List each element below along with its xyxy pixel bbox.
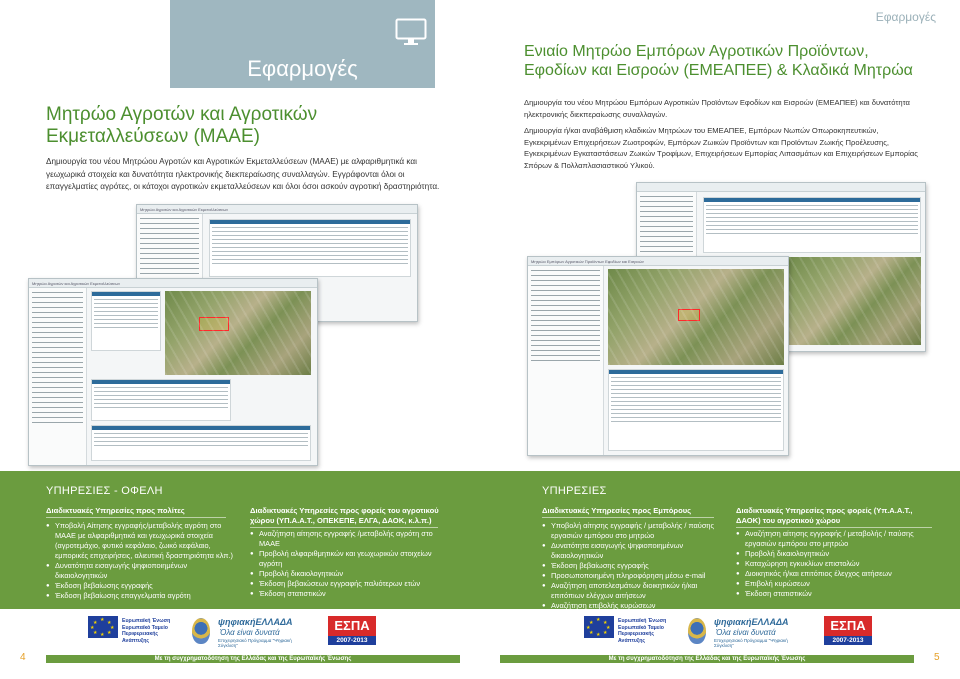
hellenic-emblem-icon [688,618,706,644]
services-band [0,471,960,609]
merchants-services-subheading: Διαδικτυακές Υπηρεσίες προς Εμπόρους [542,506,692,515]
psifiaki-slogan: Όλα είναι δυνατά [716,628,776,637]
section-title: Εφαρμογές [247,56,358,81]
list-item: ● Δυνατότητα εισαγωγής ψηφιοποιημένων δικαιολογητικών [46,561,234,581]
divider [736,527,932,528]
logos-right [584,616,884,652]
list-item: ● Διοικητικός ή/και επιτόπιος έλεγχος αιτήσεων [736,569,932,579]
eu-fund-text: Ευρωπαϊκή Ένωση Ευρωπαϊκό Ταμείο Περιφερειακής Ανάπτυξης [122,618,171,644]
list-item: ● Επιβολή κυρώσεων [736,579,932,589]
screenshot-title-bar: Μητρώο Εμπόρων Αγροτικών Προϊόντων Εφοδίων και Εισροών [528,257,788,266]
list-item: ● Αναζήτηση επιβολής κυρώσεων [542,601,722,611]
maae-title: Μητρώο Αγροτών και Αγροτικών Εκμεταλλεύσεων (ΜΑΑΕ) [46,104,318,147]
list-item: ● Έκδοση βεβαίωσης εγγραφής [46,581,234,591]
agency-services-subheading: Διαδικτυακές Υπηρεσίες προς φορείς (Υπ.Α.Α.Τ., ΔΑΟΚ) του αγροτικού χώρου [736,506,913,525]
list-item: ● Έκδοση στατιστικών [250,589,438,599]
merchants-services-list [542,521,722,611]
screenshot-map [165,291,311,375]
psifiaki-slogan: Όλα είναι δυνατά [220,628,280,637]
espa-logo [824,616,872,646]
list-item: ● Αναζήτηση αίτησης εγγραφής / μεταβολής / παύσης εργασιών εμπόρου στο μητρώο [736,529,932,549]
emeapee-screenshot-2 [527,256,789,456]
list-item: ● Αναζήτηση αίτησης εγγραφής /μεταβολής αγρότη στο ΜΑΑΕ [250,529,438,549]
screenshot-title-bar: Μητρώο Αγροτών και Αγροτικών Εκμεταλλεύσεων [29,279,317,288]
eu-flag-icon: ★ ★ ★ ★ ★ ★ ★ ★ [584,616,614,638]
agencies-services-subheading: Διαδικτυακές Υπηρεσίες προς φορείς του αγροτικού χώρου (ΥΠ.Α.Α.Τ., ΟΠΕΚΕΠΕ, ΕΛΓΑ, ΔΑΟΚ, κ.λ.π.) [250,506,439,525]
agency-services-list [736,529,932,599]
services-benefits-heading: ΥΠΗΡΕΣΙΕΣ - ΟΦΕΛΗ [46,485,163,497]
espa-logo [328,616,376,646]
list-item: ● Προβολή δικαιολογητικών [250,569,438,579]
divider [542,517,714,518]
list-item: ● Έκδοση βεβαίωσης εγγραφής [542,561,722,571]
emeapee-description-1: Δημιουργία του νέου Μητρώου Εμπόρων Αγροτικών Προϊόντων Εφοδίων και Εισροών (ΕΜΕΑΠΕΕ) και δυνατότητα ηλεκτρονικής διεκπεραίωσης συναλλαγών. [524,98,910,119]
psifiaki-brand: ψηφιακήΕΛΛΑΔΑ [218,617,293,627]
espa-logo-years: 2007-2013 [328,636,376,645]
emeapee-title: Ενιαίο Μητρώο Εμπόρων Αγροτικών Προϊόντων, Εφοδίων και Εισροών (ΕΜΕΑΠΕΕ) & Κλαδικά Μητρώα [524,43,913,79]
maae-screenshot-2 [28,278,318,466]
page-number-right: 5 [934,652,940,663]
screenshot-table [91,379,231,421]
list-item: ● Προβολή αλφαριθμητικών και γεωχωρικών στοιχείων αγρότη [250,549,438,569]
list-item: ● Αναζήτηση αποτελεσμάτων διοικητικών ή/και επιτόπιων ελέγχων αιτήσεων [542,581,722,601]
list-item: ● Έκδοση βεβαιώσεων εγγραφής παλιότερων ετών [250,579,438,589]
screenshot-table [91,425,311,461]
screenshot-table [608,369,784,451]
list-item: ● Καταχώρηση εγκυκλίων επιστολών [736,559,932,569]
psifiaki-brand: ψηφιακήΕΛΛΑΔΑ [714,617,789,627]
section-header-box [170,0,435,88]
screenshot-map [787,257,921,345]
espa-logo-top: ΕΣΠΑ [328,616,376,636]
screenshot-table [209,219,411,277]
screenshot-form [91,291,161,351]
running-header: Εφαρμογές [875,10,936,24]
espa-logo-years: 2007-2013 [824,636,872,645]
divider [46,517,226,518]
list-item: ● Έκδοση βεβαίωσης επαγγελματία αγρότη [46,591,234,601]
screenshot-map [608,269,784,365]
page-number-left: 4 [20,652,26,663]
list-item: ● Υποβολή αίτησης εγγραφής / μεταβολής / παύσης εργασιών εμπόρου στο μητρώο [542,521,722,541]
citizens-services-list [46,521,234,601]
list-item: ● Έκδοση στατιστικών [736,589,932,599]
cofunding-strip-left: Με τη συγχρηματοδότηση της Ελλάδας και της Ευρωπαϊκής Ένωσης [46,655,460,663]
list-item: ● Δυνατότητα εισαγωγής ψηφιοποιημένων δικαιολογητικών [542,541,722,561]
cofunding-strip-right: Με τη συγχρηματοδότηση της Ελλάδας και της Ευρωπαϊκής Ένωσης [500,655,914,663]
divider [250,527,438,528]
eu-flag-icon: ★ ★ ★ ★ ★ ★ ★ ★ [88,616,118,638]
monitor-icon [395,18,427,46]
services-heading: ΥΠΗΡΕΣΙΕΣ [542,485,607,497]
screenshot-title-bar [637,183,925,192]
list-item: ● Υποβολή Αίτησης εγγραφής/μεταβολής αγρότη στο ΜΑΑΕ με αλφαριθμητικά και γεωχωρικά στοιχεία (αγροτεμάχιο, φυτικό κεφάλαιο, ζωικό κεφάλαιο, εμπορικές επιχειρήσεις, αλιευτική δραστηριότητα κλπ.) [46,521,234,561]
list-item: ● Προβολή δικαιολογητικών [736,549,932,559]
screenshot-title-bar: Μητρώο Αγροτών και Αγροτικών Εκμεταλλεύσεων [137,205,417,214]
logos-left [88,616,388,652]
screenshot-table [703,197,921,253]
hellenic-emblem-icon [192,618,210,644]
screenshot-sidebar [29,288,87,465]
maae-description: Δημιουργία του νέου Μητρώου Αγροτών και Αγροτικών Εκμεταλλεύσεων (ΜΑΑΕ) με αλφαριθμητικά και γεωχωρικά στοιχεία και δυνατότητα ηλεκτρονικής διεκπεραίωσης συναλλαγών. Εγγράφονται όλοι οι επαγγελματίες αγρότες, οι κάτοχοι αγροτικών εκμεταλλεύσεων και όλοι όσοι ασκούν αγροτική δραστηριότητα. [46,157,440,191]
psifiaki-program: Επιχειρησιακό Πρόγραμμα "Ψηφιακή Σύγκλιση" [714,638,788,648]
list-item: ● Προσωποποιημένη πληροφόρηση μέσω e-mail [542,571,722,581]
psifiaki-program: Επιχειρησιακό Πρόγραμμα "Ψηφιακή Σύγκλιση" [218,638,292,648]
eu-fund-text: Ευρωπαϊκή Ένωση Ευρωπαϊκό Ταμείο Περιφερειακής Ανάπτυξης [618,618,667,644]
emeapee-description-2: Δημιουργία ή/και αναβάθμιση κλαδικών Μητρώων του ΕΜΕΑΠΕΕ, Εμπόρων Νωπών Οπωροκηπευτικών, Εγκεκριμένων Επιχειρήσεων Ζωοτροφών, Εμπόρων Ζωικών Προϊόντων και Προϊόντων Ζωικής Προέλευσης, Εγκεκριμένων Εγκαταστάσεων Ζωικών Τροφίμων, Επιχειρήσεων Εμπορίας Λιπασμάτων και Επιχειρήσεων Εμπορίας Σπόρων & Πολλαπλασιαστικού Υλικού. [524,126,918,170]
agencies-services-list [250,529,438,599]
citizens-services-subheading: Διαδικτυακές Υπηρεσίες προς πολίτες [46,506,185,515]
screenshot-sidebar [528,266,604,455]
espa-logo-top: ΕΣΠΑ [824,616,872,636]
